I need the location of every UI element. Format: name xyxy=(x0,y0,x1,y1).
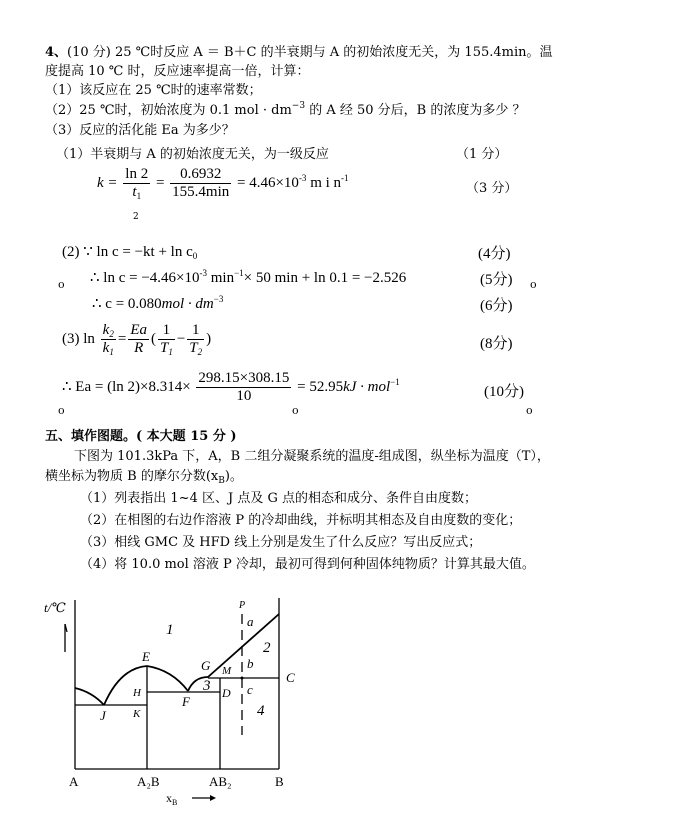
intro-sub: B xyxy=(218,476,225,486)
eq-sub: 0 xyxy=(192,251,198,261)
eq-result-exp: -3 xyxy=(298,172,307,183)
eq-text-c: × 50 min + ln 0.1 = −2.526 xyxy=(243,270,407,286)
section5-question-3: （3）相线 GMC 及 HFD 线上分别是发生了什么反应？写出反应式； xyxy=(80,535,482,550)
solution-3-line1: (3) ln $\frac{k_2}{k_1}$ = $\frac{Ea}{R}$ ( $\frac{1}{T_1}$ − $\frac{1}{T_2}$ ) xyxy=(62,322,212,357)
section5-intro-line1: 下图为 101.3kPa 下，A，B 二组分凝聚系统的温度-组成图，纵坐标为温度（T）， xyxy=(74,449,550,464)
point-m-dot xyxy=(241,677,244,680)
x-tick-b: B xyxy=(275,774,284,789)
y-axis-label: t/℃ xyxy=(44,600,66,615)
eq-text-a: ∴ ln c = −4.46×10 xyxy=(90,270,200,286)
problem4-line2: 度提高 10 ℃ 时，反应速率提高一倍，计算： xyxy=(45,64,310,79)
point-label-d: D xyxy=(222,686,231,700)
eq-unit: m i n xyxy=(306,174,342,191)
numerator: Ea xyxy=(130,322,147,338)
k2-sub: 2 xyxy=(109,329,114,339)
t-symbol: t xyxy=(132,184,137,200)
x-label-sub: B xyxy=(172,798,178,807)
eq-prefix: (3) ln xyxy=(62,330,95,347)
q2-text-post: 的 A 经 50 分后，B 的浓度为多少 ？ xyxy=(305,103,526,118)
denominator: R xyxy=(134,340,144,356)
numerator: ln 2 xyxy=(125,166,149,182)
t1-sub: 1 xyxy=(168,347,173,357)
numerator: 298.15×308.15 xyxy=(198,370,290,386)
solution-3-score-2: (10分) xyxy=(484,384,524,400)
eq-k: k = xyxy=(97,174,118,191)
circle-mark: o xyxy=(58,404,65,417)
eq-result: = 52.95 xyxy=(297,378,344,395)
region-label-1: 1 xyxy=(166,622,174,638)
point-label-k: K xyxy=(133,708,141,720)
t-sub: 1 xyxy=(136,191,142,201)
eq-unit: mol · dm xyxy=(161,296,214,312)
section5-title: 五、填作图题。( 本大题 15 分 ) xyxy=(45,429,237,444)
q2-exponent: −3 xyxy=(291,101,306,111)
eq-text-a: ∴ Ea = (ln 2)×8.314× xyxy=(62,378,191,395)
circle-mark: o xyxy=(292,404,299,417)
t-half-subscript-2: 2 xyxy=(133,212,139,222)
exp: −3 xyxy=(213,294,224,304)
t2: T xyxy=(189,340,198,356)
region-label-2: 2 xyxy=(263,640,271,656)
solution-2-score-2: (5分) xyxy=(480,272,513,288)
eq-text-b: min xyxy=(207,270,235,286)
eq-text: (2) ∵ ln c = −kt + ln c xyxy=(62,244,193,260)
x-tick-a2b: A₂B xyxy=(137,774,160,789)
region-label-3: 3 xyxy=(203,678,211,694)
solution-1-equation: k = $\frac{\ln 2}{t_1}$ = $\frac{0.6932}{155.4\min}$ = $4.46\times 10^{-3}$ m i $n^{-1}$ xyxy=(97,166,349,201)
circle-mark: o xyxy=(526,404,533,417)
problem4-question-3: （3）反应的活化能 Ea 为多少？ xyxy=(45,123,235,138)
point-label-e: E xyxy=(142,649,150,664)
circle-mark: o xyxy=(58,278,65,291)
x-label-main: x xyxy=(166,791,172,805)
liquidus-a-j xyxy=(75,688,104,705)
point-label-m: M xyxy=(222,665,232,677)
x-axis-label xyxy=(166,791,177,807)
intro-pre: 横坐标为物质 B 的摩尔分数(x xyxy=(45,469,219,484)
point-label-c: C xyxy=(286,670,295,685)
point-label-g: G xyxy=(201,658,211,673)
numerator: 1 xyxy=(158,322,175,340)
point-label-f: F xyxy=(182,694,190,709)
solution-1-text: （1）半衰期与 A 的初始浓度无关，为一级反应 xyxy=(56,147,329,162)
x-tick-ab2: AB₂ xyxy=(209,774,232,789)
solution-2-score-1: (4分) xyxy=(478,246,511,262)
numerator: 1 xyxy=(187,322,204,340)
liquidus-j-e xyxy=(104,666,147,705)
problem-text: (10 分) 25 ℃时反应 A ＝ B＋C 的半衰期与 A 的初始浓度无关，为 155.4min。温 xyxy=(67,45,553,60)
eq-text-a: ∴ c = 0.080 xyxy=(92,296,162,312)
solution-1-score: （1 分） xyxy=(456,147,508,162)
segment-label-b: b xyxy=(247,656,254,671)
section5-question-1: （1）列表指出 1~4 区、J 点及 G 点的相态和成分、条件自由度数； xyxy=(80,491,477,506)
intro-post: )。 xyxy=(224,469,243,484)
point-label-j: J xyxy=(100,708,106,723)
x-axis-arrow-head xyxy=(210,795,216,801)
problem4-question-1: （1）该反应在 25 ℃时的速率常数； xyxy=(45,83,262,98)
point-label-p: P xyxy=(239,600,246,611)
x-tick-a: A xyxy=(69,774,79,789)
exp: −1 xyxy=(390,376,400,387)
exp2: −1 xyxy=(234,268,244,278)
eq-unit-exp: -1 xyxy=(341,172,349,183)
solution-2-score-3: (6分) xyxy=(480,298,513,314)
k1: k xyxy=(102,340,110,356)
exp1: -3 xyxy=(199,268,207,278)
liquidus-e-f xyxy=(147,666,188,691)
solution-1-eq-score: （3 分） xyxy=(466,181,518,196)
eq-unit: kJ · mol xyxy=(343,378,391,395)
k1-sub: 1 xyxy=(109,347,114,357)
segment-label-c: c xyxy=(247,682,253,697)
t1: T xyxy=(159,340,169,356)
problem-number: 4、 xyxy=(45,45,68,60)
segment-label-a: a xyxy=(247,614,254,629)
k2: k xyxy=(102,322,110,338)
circle-mark: o xyxy=(530,278,537,291)
q2-text-pre: （2）25 ℃时，初始浓度为 0.1 mol · dm xyxy=(45,103,292,118)
denominator: 10 xyxy=(236,388,252,404)
point-label-h: H xyxy=(133,687,141,699)
numerator: 0.6932 xyxy=(170,166,231,184)
t2-sub: 2 xyxy=(197,347,203,357)
eq-result: = 4.46×10 xyxy=(237,174,299,191)
solution-3-score-1: (8分) xyxy=(480,336,513,352)
section5-question-4: （4）将 10.0 mol 溶液 P 冷却，最初可得到何种固体纯物质？计算其最大值。 xyxy=(80,557,535,572)
region-label-4: 4 xyxy=(257,703,265,719)
denominator: 155.4min xyxy=(172,184,230,200)
section5-question-2: （2）在相图的右边作溶液 P 的冷却曲线，并标明其相态及自由度数的变化； xyxy=(80,513,522,528)
